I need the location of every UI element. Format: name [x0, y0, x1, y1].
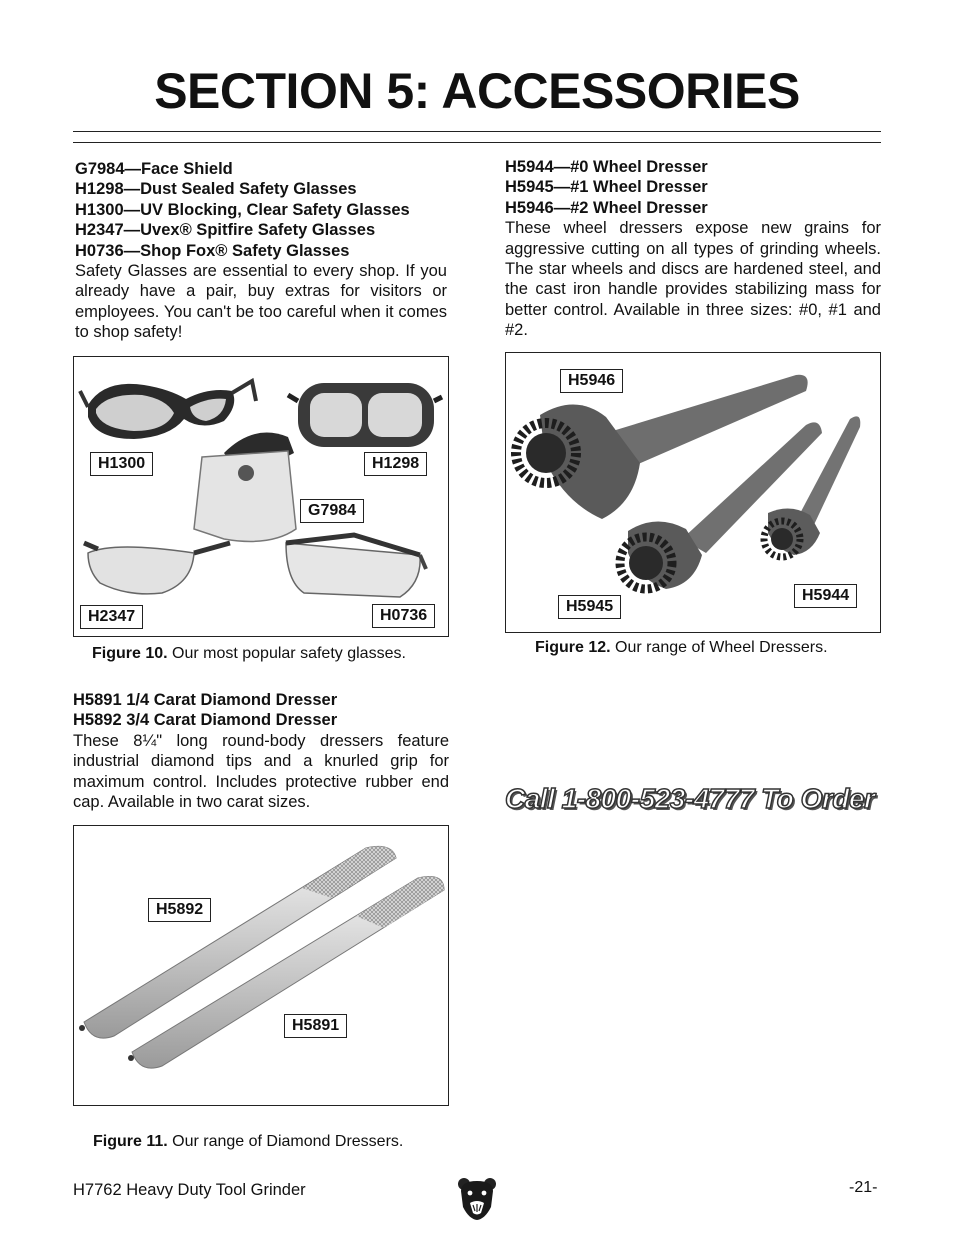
wheel-heading: H5944—#0 Wheel Dresser — [505, 158, 708, 176]
label-h5946: H5946 — [560, 369, 623, 393]
label-h5944: H5944 — [794, 584, 857, 608]
glasses-section — [75, 159, 447, 343]
figure-10-image — [73, 356, 449, 637]
diamond-section — [73, 690, 449, 812]
page-title: SECTION 5: ACCESSORIES — [154, 63, 800, 119]
figure-11-label: Figure 11. — [93, 1133, 168, 1150]
label-h0736: H0736 — [372, 604, 435, 628]
h1300-glasses-drawing — [80, 381, 256, 439]
diamond-heading: H5892 3/4 Carat Diamond Dresser — [73, 711, 338, 730]
label-h2347: H2347 — [80, 605, 143, 629]
glasses-heading: H0736—Shop Fox® Safety Glasses — [75, 241, 350, 260]
figure-11-caption — [93, 1133, 403, 1151]
bear-logo-icon — [457, 1177, 497, 1221]
call-to-order: Call 1-800-523-4777 To Order — [505, 783, 875, 814]
diamond-description: These 8¼" long round-body dressers feature industrial diamond tips and a knurled grip for maximum control. Includes protective rubber end cap. Available in two carat sizes. — [73, 731, 449, 812]
diamond-heading: H5891 1/4 Carat Diamond Dresser — [73, 691, 338, 709]
figure-12-label: Figure 12. — [535, 639, 611, 656]
wheel-heading: H5945—#1 Wheel Dresser — [505, 178, 708, 197]
label-h5945: H5945 — [558, 595, 621, 619]
wheel-description: These wheel dressers expose new grains for aggressive cutting on all types of grinding wheels. The star wheels and discs are hardened steel, and the cast iron handle provides stabilizing mass for better control. Available in three sizes: #0, #1 and #2. — [505, 219, 881, 340]
figure-10-caption — [92, 645, 406, 663]
page-number: -21- — [849, 1179, 878, 1196]
figure-11-caption-text: Our range of Diamond Dressers. — [167, 1133, 404, 1150]
figure-12-caption — [535, 639, 828, 657]
figure-12-image — [505, 352, 881, 633]
label-g7984: G7984 — [300, 499, 364, 523]
figure-12-caption-text: Our range of Wheel Dressers. — [610, 639, 828, 656]
safety-glasses-illustration — [74, 357, 447, 635]
label-h5891: H5891 — [284, 1014, 347, 1038]
label-h1298: H1298 — [364, 452, 427, 476]
wheel-section — [505, 157, 881, 341]
label-h5892: H5892 — [148, 898, 211, 922]
title-rule-top — [73, 131, 881, 132]
g7984-face-shield-drawing — [194, 433, 296, 542]
title-rule-bottom — [73, 142, 881, 143]
h1298-goggles-drawing — [288, 383, 442, 447]
h0736-glasses-drawing — [286, 535, 426, 597]
h5946-dresser-drawing — [516, 375, 808, 519]
glasses-heading: H2347—Uvex® Spitfire Safety Glasses — [75, 221, 376, 240]
figure-10-caption-text: Our most popular safety glasses. — [167, 645, 406, 662]
footer-manual-title: H7762 Heavy Duty Tool Grinder — [73, 1181, 306, 1199]
figure-11-image — [73, 825, 449, 1106]
glasses-description: Safety Glasses are essential to every shop. If you already have a pair, buy extras for visitors or employees. You can't be too careful when it comes to shop safety! — [75, 262, 447, 342]
h2347-glasses-drawing — [84, 543, 230, 594]
glasses-heading: H1298—Dust Sealed Safety Glasses — [75, 180, 357, 199]
diamond-dresser-illustration — [74, 826, 447, 1104]
glasses-heading: G7984—Face Shield — [75, 160, 233, 178]
glasses-heading: H1300—UV Blocking, Clear Safety Glasses — [75, 200, 410, 219]
figure-10-label: Figure 10. — [92, 645, 168, 662]
label-h1300: H1300 — [90, 452, 153, 476]
wheel-heading: H5946—#2 Wheel Dresser — [505, 198, 708, 217]
